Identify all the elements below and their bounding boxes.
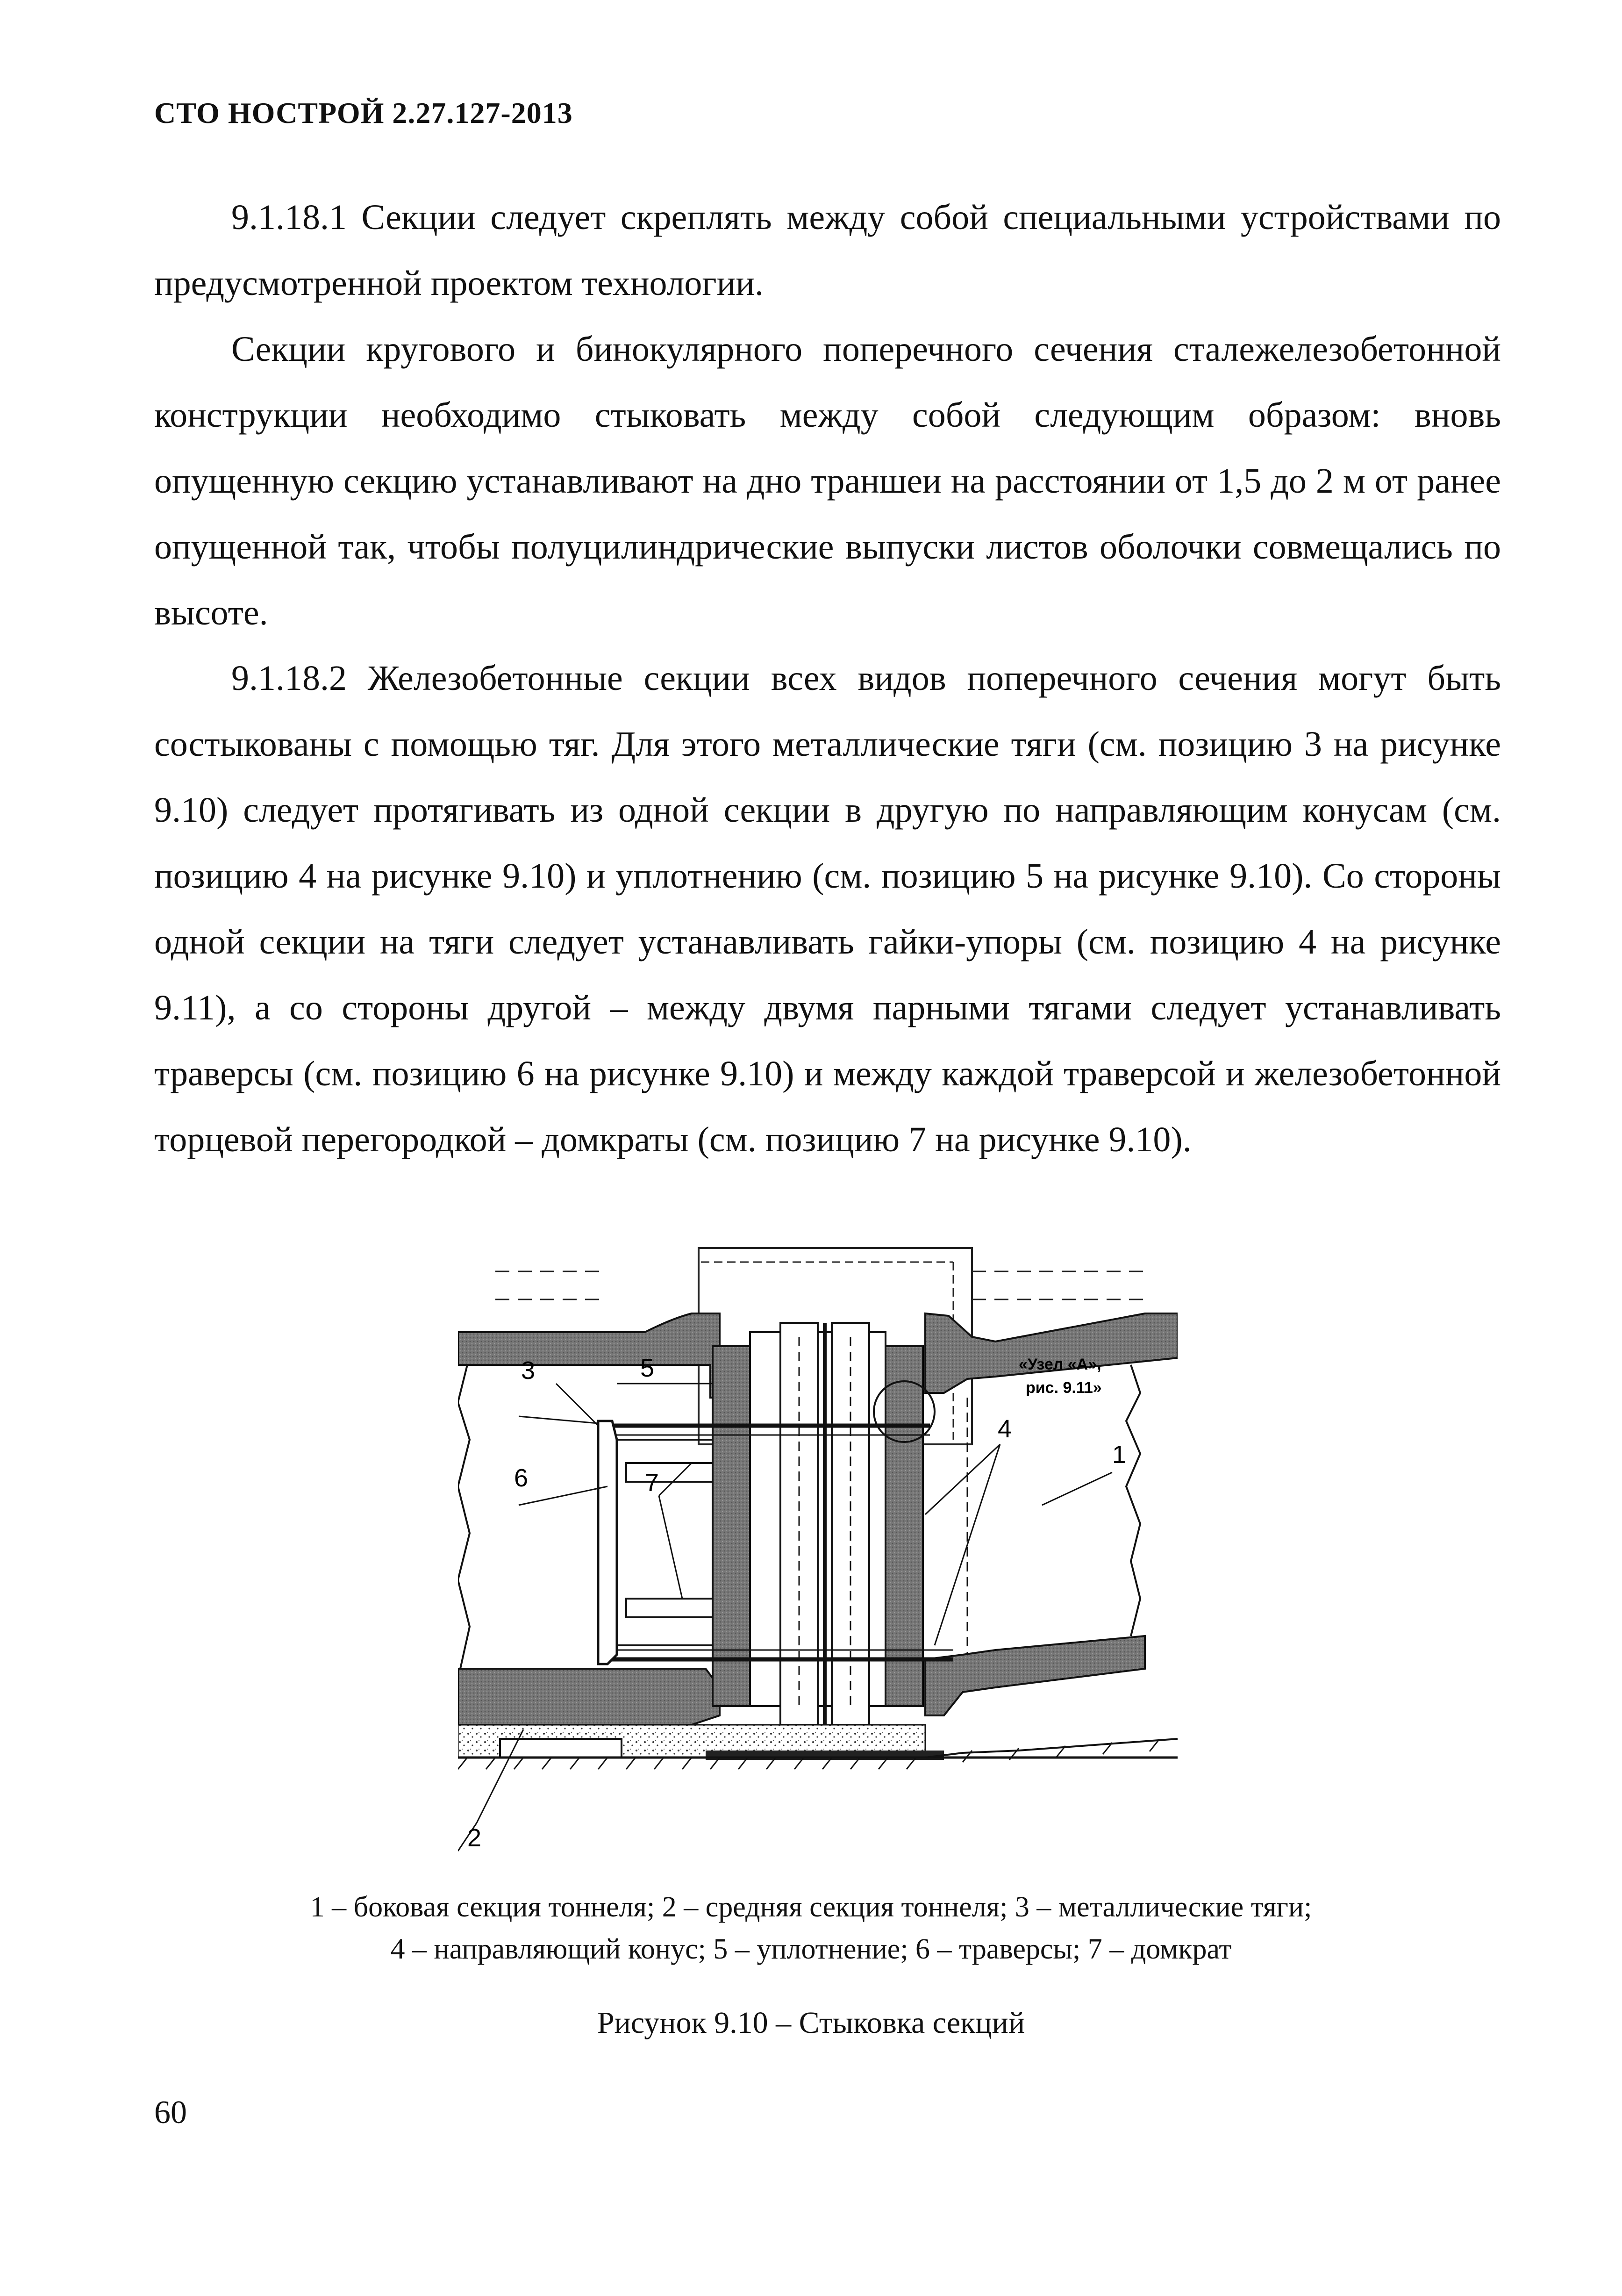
paragraph-9-1-18-2 — [154, 646, 1501, 1173]
figure-9-10-drawing — [458, 1243, 1178, 1870]
figure-title: Рисунок 9.10 – Стыковка секций — [597, 2006, 1025, 2040]
middle-section-right-block — [886, 1346, 923, 1706]
traverse — [598, 1421, 617, 1664]
label-6: 6 — [514, 1464, 529, 1492]
figure-caption-line-2: 4 – направляющий конус; 5 – уплотнение; 6 – траверсы; 7 – домкрат — [390, 1933, 1232, 1965]
paragraph-text: Секции кругового и бинокулярного поперечного сечения сталежелезобетонной конструкции необходимо стыковать между собой следующим образом: вновь опущенную секцию устанавливают на дно траншеи на расстоянии от 1,5 до 2 м от ранее опущенной так, чтобы полуцилиндрические выпуски листов оболочки совмещались по высоте. — [154, 330, 1501, 632]
node-a-label-line2: рис. 9.11» — [1026, 1379, 1102, 1397]
document-header: СТО НОСТРОЙ 2.27.127-2013 — [154, 96, 573, 129]
label-2: 2 — [467, 1824, 482, 1852]
label-1: 1 — [1112, 1441, 1127, 1469]
paragraph-text: 9.1.18.1 Секции следует скреплять между собой специальными устройствами по предусмотренной проектом технологии. — [154, 198, 1501, 303]
paragraph-section-docking — [154, 316, 1501, 646]
right-section-bottom-wall — [925, 1636, 1145, 1715]
figure-caption-line-1: 1 – боковая секция тоннеля; 2 – средняя секция тоннеля; 3 – металлические тяги; — [310, 1891, 1312, 1923]
paragraph-9-1-18-1 — [154, 185, 1501, 316]
label-7: 7 — [645, 1469, 659, 1497]
jack-lower — [626, 1599, 713, 1617]
label-3: 3 — [521, 1356, 536, 1385]
paragraph-text: 9.1.18.2 Железобетонные секции всех видов поперечного сечения могут быть состыкованы с помощью тяг. Для этого металлические тяги (см. позицию 3 на рисунке 9.10) следует протягивать из одной секции в другую по направляющим конусам (см. позицию 4 на рисунке 9.10) и уплотнению (см. позицию 5 на рисунке 9.10). Со стороны одной секции на тяги следует устанавливать гайки-упоры (см. позицию 4 на рисунке 9.11), а со стороны другой – между двумя парными тягами следует устанавливать траверсы (см. позицию 6 на рисунке 9.10) и между каждой траверсой и железобетонной торцевой перегородкой – домкраты (см. позицию 7 на рисунке 9.10). — [154, 659, 1501, 1159]
break-line-right — [1126, 1365, 1140, 1636]
left-section-top-wall — [458, 1313, 720, 1398]
node-a-label-line1: «Узел «А», — [1019, 1356, 1101, 1373]
label-4: 4 — [998, 1415, 1012, 1443]
support-pad — [500, 1739, 622, 1758]
jack-upper — [626, 1463, 713, 1482]
middle-section-left-block — [713, 1346, 750, 1706]
page-number: 60 — [154, 2095, 187, 2131]
label-5: 5 — [640, 1354, 655, 1382]
break-line-left — [458, 1365, 470, 1669]
section-docking-drawing — [458, 1243, 1178, 1870]
left-section-bottom-wall — [458, 1669, 720, 1725]
